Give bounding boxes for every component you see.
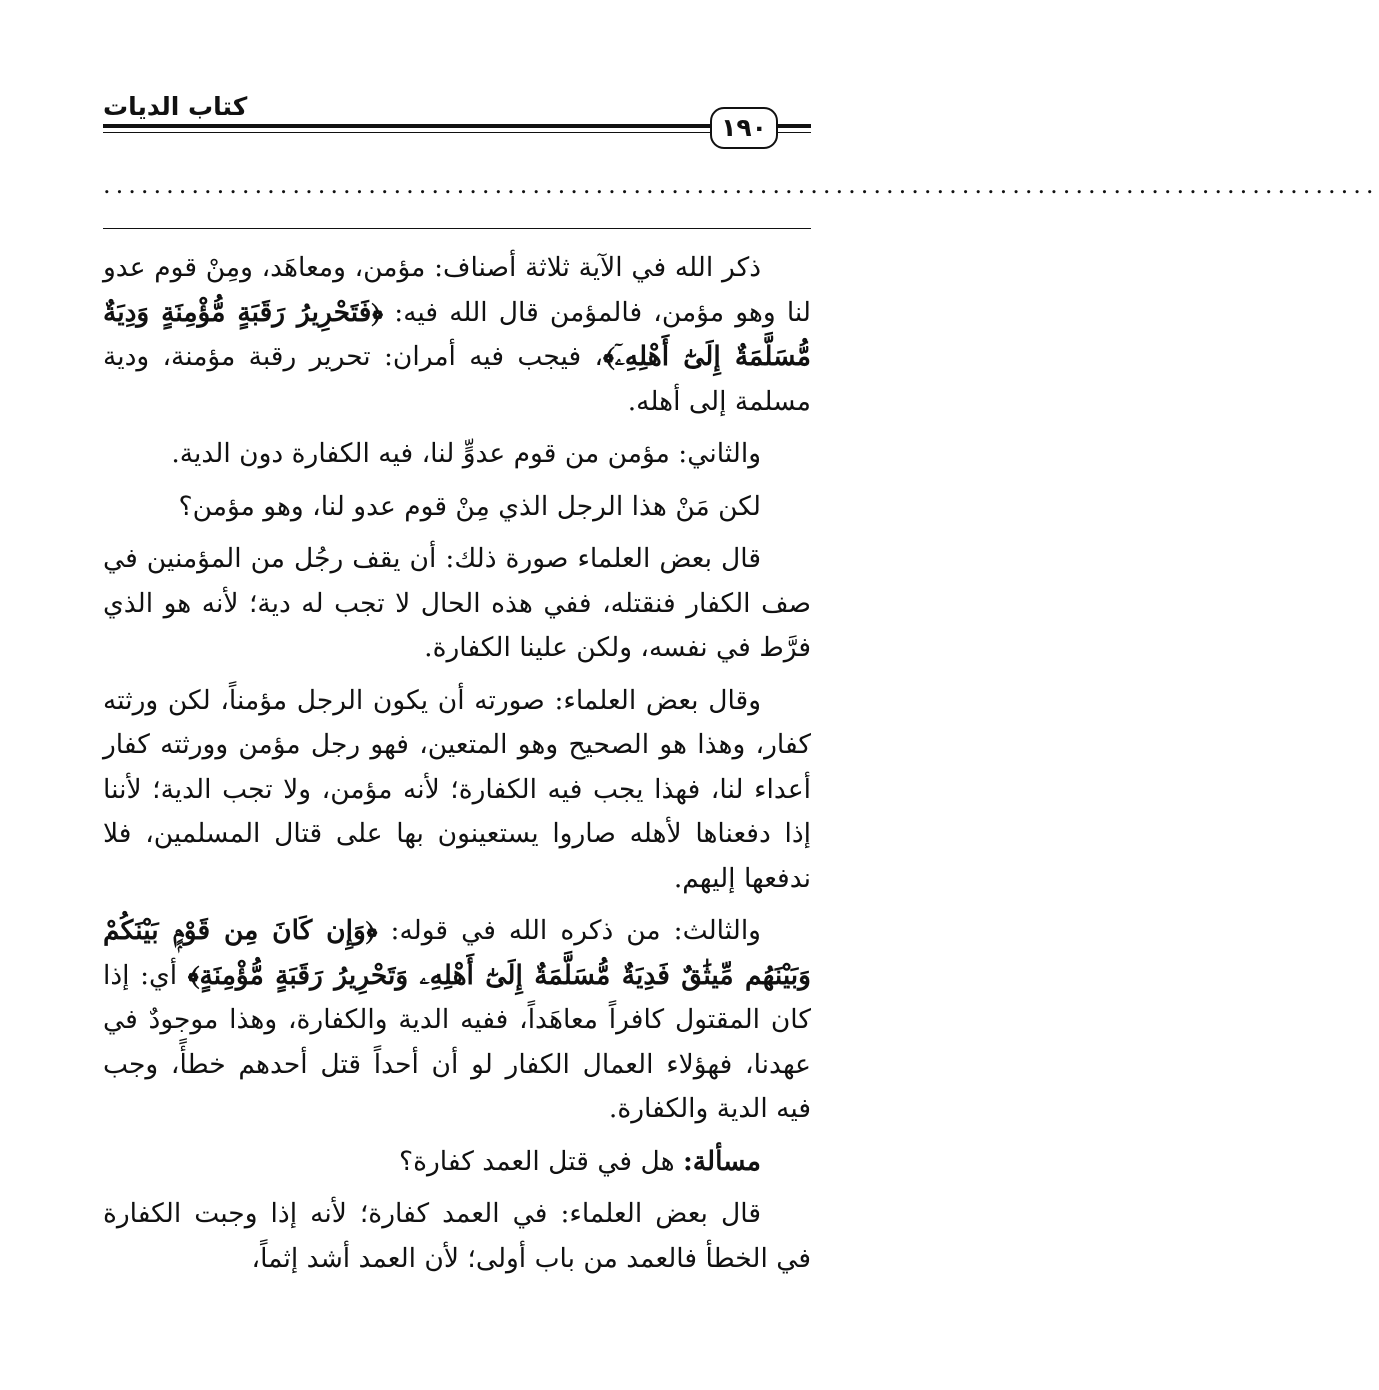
- paragraph-4: قال بعض العلماء صورة ذلك: أن يقف رجُل من المؤمنين في صف الكفار فنقتله، ففي هذه الحال لا تجب له دية؛ لأنه هو الذي فرَّط في نفسه، ولكن علينا الكفارة.: [103, 543, 811, 663]
- paragraph-1-text: ذكر الله في الآية ثلاثة أصناف: مؤمن، ومعاهَد، ومِنْ قوم عدو لنا وهو مؤمن، فالمؤمن قال الله فيه:: [103, 252, 811, 328]
- book-title: كتاب الديات: [103, 92, 248, 121]
- header-rule-top: [103, 124, 811, 128]
- page-number: ١٩٠: [710, 107, 778, 149]
- paragraph-2: والثاني: مؤمن من قوم عدوٍّ لنا، فيه الكفارة دون الدية.: [171, 438, 761, 469]
- issue-label: مسألة:: [683, 1145, 761, 1177]
- paragraph-5: وقال بعض العلماء: صورته أن يكون الرجل مؤمناً، لكن ورثته كفار، وهذا هو الصحيح وهو المتعين، فهو رجل مؤمن وورثته كفار أعداء لنا، فهذا يجب فيه الكفارة؛ لأنه مؤمن، ولا تجب الدية؛ لأننا إذا دفعناها لأهله صاروا يستعينون بها على قتال المسلمين، فلا ندفعها إليهم.: [103, 684, 811, 894]
- issue-question: هل في قتل العمد كفارة؟: [399, 1145, 675, 1177]
- paragraph-6-end: أي: إذا كان المقتول كافراً معاهَداً، ففيه الدية والكفارة، وهذا موجودٌ في عهدنا، فهؤلاء العمال الكفار لو أن أحداً قتل أحدهم خطأً، وجب فيه الدية والكفارة.: [103, 959, 811, 1124]
- paragraph-6-text: والثالث: من ذكره الله في قوله:: [390, 915, 761, 946]
- paragraph-8: قال بعض العلماء: في العمد كفارة؛ لأنه إذا وجبت الكفارة في الخطأ فالعمد من باب أولى؛ لأن العمد أشد إثماً،: [103, 1198, 811, 1274]
- quran-quote-2: ﴿وَإِن كَانَ مِن قَوْمٍۭ بَيْنَكُمْ وَبَيْنَهُم مِّيثَٰقٌ فَدِيَةٌ مُّسَلَّمَةٌ إِلَىٰٓ أَهْلِهِۦ وَتَحْرِيرُ رَقَبَةٍ مُّؤْمِنَةٍ﴾: [103, 915, 811, 991]
- page-body: [103, 246, 811, 1326]
- paragraph-3: لكن مَنْ هذا الرجل الذي مِنْ قوم عدو لنا، وهو مؤمن؟: [178, 490, 761, 522]
- header-rule-bottom: [103, 132, 811, 133]
- paragraph-6: [103, 909, 811, 1132]
- paragraph-1-end: ، فيجب فيه أمران: تحرير رقبة مؤمنة، ودية مسلمة إلى أهله.: [103, 341, 811, 417]
- separator-rule: [103, 228, 811, 229]
- paragraph-7: [103, 1140, 811, 1185]
- quran-quote-1: ﴿فَتَحْرِيرُ رَقَبَةٍ مُّؤْمِنَةٍ وَدِيَةٌ مُّسَلَّمَةٌ إِلَىٰٓ أَهْلِهِۦٓ﴾: [103, 296, 811, 372]
- paragraph-1: [103, 246, 811, 424]
- dotted-separator: .....................................................................................................: [103, 171, 1379, 199]
